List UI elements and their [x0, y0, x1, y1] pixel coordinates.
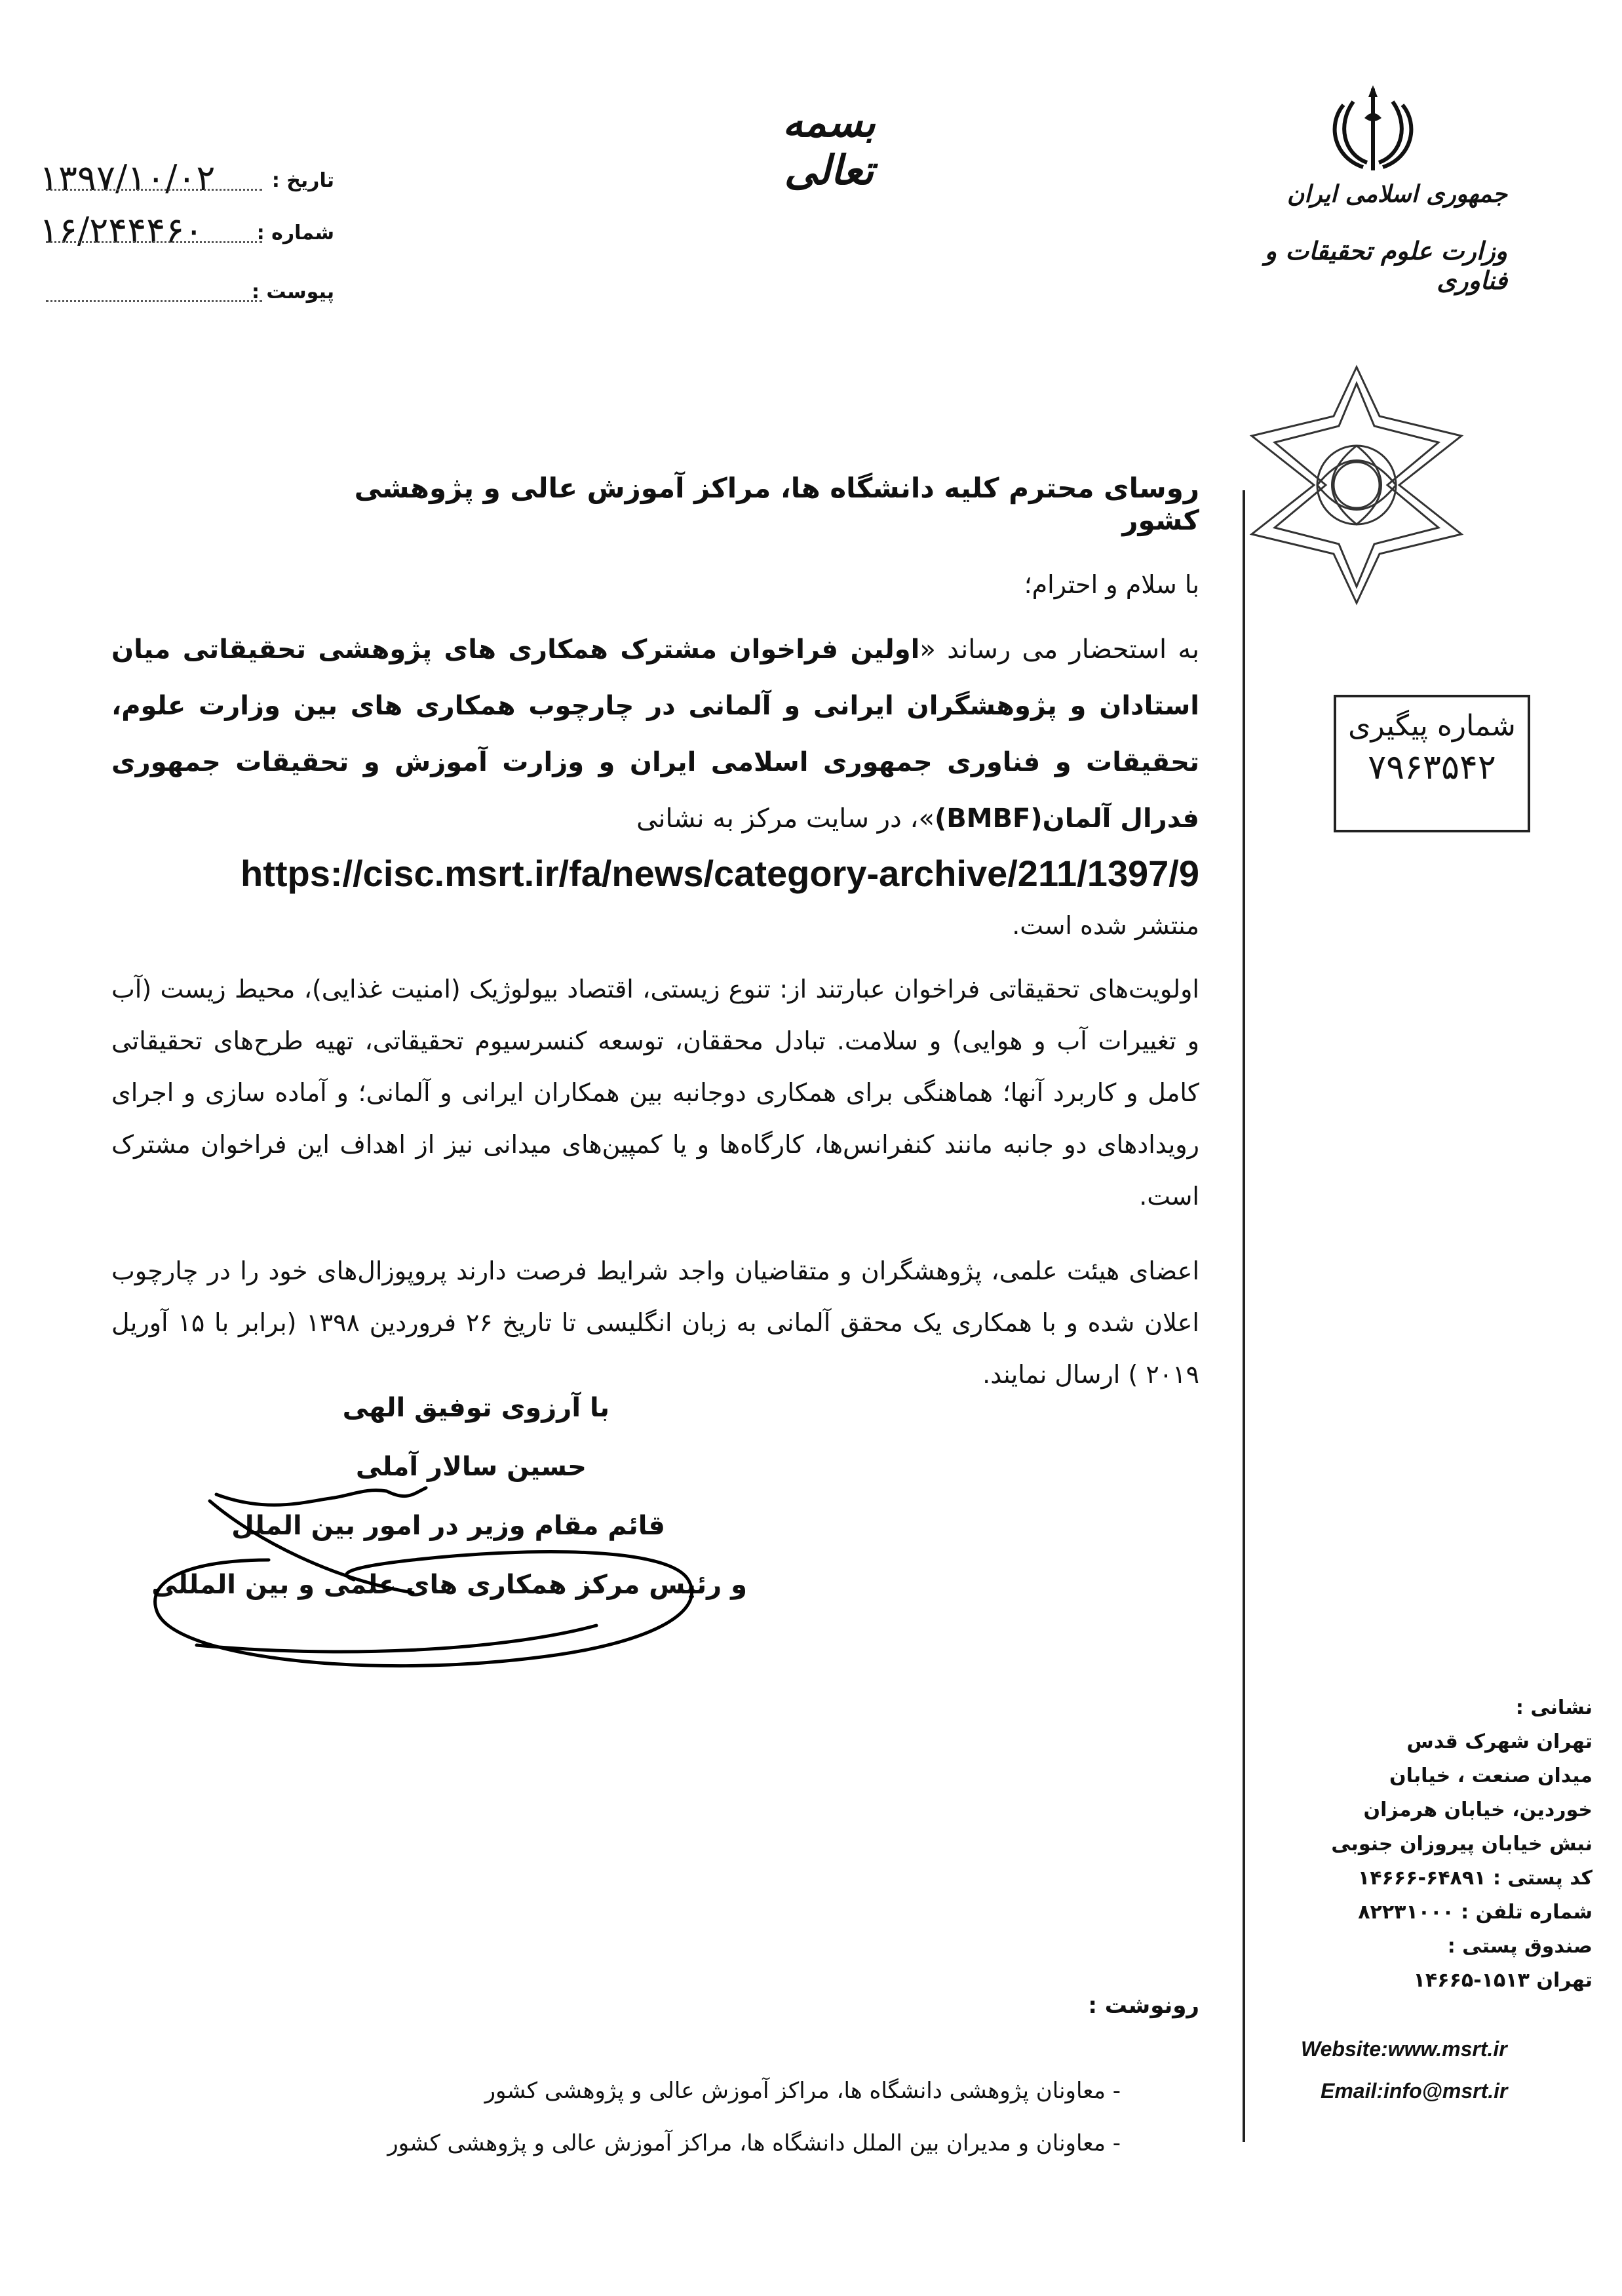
signer-title-2: و رئیس مرکز همکاری های علمی و بین المللی	[151, 1570, 747, 1600]
org-country: جمهوری اسلامی ایران	[1286, 180, 1507, 208]
email-link[interactable]: Email:info@msrt.ir	[1321, 2079, 1508, 2103]
call-url-link[interactable]: https://cisc.msrt.ir/fa/news/category-archive/211/1397/9	[241, 853, 1199, 894]
date-dotted-line	[46, 189, 262, 191]
date-row	[39, 157, 334, 203]
postal-code: کد پستی : ۶۴۸۹۱-۱۴۶۶۶	[1357, 1867, 1593, 1890]
greeting: با سلام و احترام؛	[1024, 570, 1199, 599]
cc-label: رونوشت :	[1088, 1993, 1199, 2019]
paragraph-announcement	[111, 621, 1199, 847]
website-link[interactable]: Website:www.msrt.ir	[1301, 2037, 1507, 2061]
address-line: خوردین، خیابان هرمزان	[1363, 1799, 1593, 1821]
date-label: تاریخ :	[271, 169, 334, 192]
address-label: نشانی :	[1515, 1696, 1593, 1719]
number-label: شماره :	[256, 222, 334, 244]
vertical-divider	[1243, 490, 1245, 2142]
signer-title-1: قائم مقام وزیر در امور بین الملل	[231, 1511, 665, 1541]
bismillah-heading: بسمه تعالی	[782, 98, 876, 194]
tracking-number-box	[1334, 695, 1530, 832]
closing-line: با آرزوی توفیق الهی	[342, 1393, 609, 1423]
handwritten-signature-icon	[138, 1462, 714, 1684]
signer-name: حسین سالار آملی	[355, 1452, 587, 1482]
paragraph-deadline: اعضای هیئت علمی، پژوهشگران و متقاضیان واجد شرایط فرصت دارند پروپوزال‌های خود را در چارچوب اعلان شده و با همکاری یک محقق آلمانی به زبان انگلیسی تا تاریخ ۲۶ فروردین ۱۳۹۸ (برابر با ۱۵ آوریل ۲۰۱۹ ) ارسال نمایند.	[111, 1256, 1199, 1389]
date-value: ۱۳۹۷/۱۰/۰۲	[39, 157, 216, 199]
po-box: تهران ۱۵۱۳-۱۴۶۶۵	[1413, 1969, 1593, 1992]
para1-tail: »، در سایت مرکز به نشانی	[636, 804, 935, 834]
address-line: نبش خیابان پیروزان جنوبی	[1331, 1833, 1593, 1856]
cc-item: - معاونان و مدیران بین الملل دانشگاه ها، مراکز آموزش عالی و پژوهشی کشور	[387, 2130, 1121, 2156]
address-line: میدان صنعت ، خیابان	[1389, 1764, 1593, 1787]
tracking-label: شماره پیگیری	[1348, 709, 1516, 743]
iran-emblem-icon	[1324, 79, 1422, 177]
attachment-label: پیوست :	[251, 281, 334, 303]
cc-item: - معاونان پژوهشی دانشگاه ها، مراکز آموزش عالی و پژوهشی کشور	[484, 2078, 1121, 2104]
po-box-label: صندوق پستی :	[1447, 1935, 1593, 1958]
cc-list	[197, 2065, 1121, 2170]
number-row	[39, 210, 334, 256]
ornament-icon	[1248, 364, 1465, 606]
address-line: تهران شهرک قدس	[1406, 1730, 1593, 1753]
attachment-row	[39, 269, 334, 315]
recipient-heading: روسای محترم کلیه دانشگاه ها، مراکز آموزش عالی و پژوهشی کشور	[354, 472, 1199, 536]
number-dotted-line	[46, 241, 262, 243]
phone-number: شماره تلفن : ۸۲۲۳۱۰۰۰	[1358, 1901, 1593, 1924]
paragraph-priorities: اولویت‌های تحقیقاتی فراخوان عبارتند از: تنوع زیستی، اقتصاد بیولوژیک (امنیت غذایی)، محیط زیست (آب و تغییرات آب و هوایی) و سلامت. تبادل محققان، توسعه کنسرسیوم تحقیقاتی، تهیه طرح‌های تحقیقاتی کامل و کاربرد آنها؛ هماهنگی برای همکاری دوجانبه بین همکاران ایرانی و آلمانی؛ و آماده سازی و اجرای رویدادهای دو جانبه مانند کنفرانس‌ها، کارگاه‌ها و یا کمپین‌های میدانی نیز از اهداف این فراخوان مشترک است.	[111, 975, 1199, 1211]
para1-intro: به استحضار می رساند «	[919, 634, 1199, 665]
attachment-dotted-line	[46, 300, 262, 302]
org-ministry: وزارت علوم تحقیقات و فناوری	[1264, 236, 1507, 295]
published-text: منتشر شده است.	[1012, 911, 1199, 940]
address-block	[1284, 1691, 1593, 1998]
number-value: ۱۶/۲۴۴۴۶۰	[39, 210, 204, 251]
call-title: اولین فراخوان مشترک همکاری های پژوهشی تحقیقاتی میان استادان و پژوهشگران ایرانی و آلمانی در چارچوب همکاری های بین وزارت علوم، تحقیقات و فناوری جمهوری اسلامی ایران و وزارت آموزش و تحقیقات جمهوری فدرال آلمان(BMBF)	[111, 634, 1199, 834]
tracking-number: ۷۹۶۳۵۴۲	[1368, 748, 1496, 787]
